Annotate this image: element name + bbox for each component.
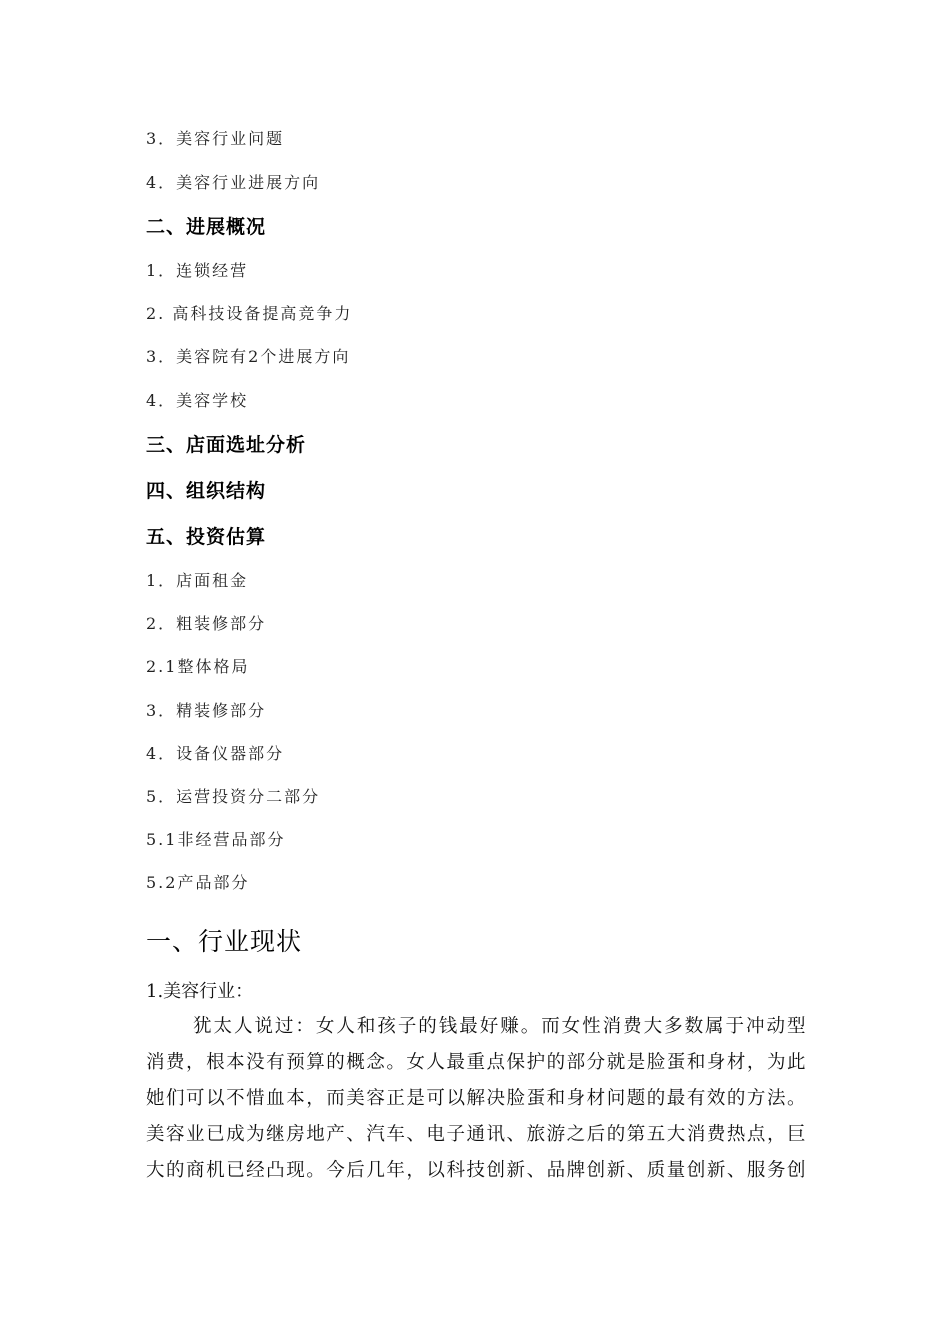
paragraph-line-2: 消费，根本没有预算的概念。女人最重点保护的部分就是脸蛋和身材，为此 bbox=[146, 1052, 806, 1073]
toc-heading-4: 四、组织结构 bbox=[146, 480, 267, 502]
toc-item-5-5: 5．运营投资分二部分 bbox=[146, 787, 321, 806]
toc-item-5-2-1: 2.1整体格局 bbox=[146, 657, 250, 676]
paragraph-line-4: 美容业已成为继房地产、汽车、电子通讯、旅游之后的第五大消费热点，巨 bbox=[146, 1124, 806, 1145]
toc-item-2-4: 4．美容学校 bbox=[146, 391, 249, 410]
toc-heading-2: 二、进展概况 bbox=[146, 216, 267, 238]
toc-item-2-2: 2. 高科技设备提高竞争力 bbox=[146, 304, 353, 323]
toc-item-5-1: 1．店面租金 bbox=[146, 571, 249, 590]
section-subtitle: 1.美容行业： bbox=[146, 981, 254, 1002]
toc-item-1-3: 3．美容行业问题 bbox=[146, 129, 285, 148]
toc-item-1-4: 4．美容行业进展方向 bbox=[146, 173, 321, 192]
toc-item-5-3: 3．精装修部分 bbox=[146, 701, 267, 720]
toc-heading-3: 三、店面选址分析 bbox=[146, 434, 307, 456]
section-title: 一、行业现状 bbox=[146, 927, 303, 956]
toc-item-2-3: 3．美容院有2个进展方向 bbox=[146, 347, 351, 366]
paragraph-line-1: 犹太人说过：女人和孩子的钱最好赚。而女性消费大多数属于冲动型 bbox=[193, 1016, 806, 1037]
toc-item-5-5-2: 5.2产品部分 bbox=[146, 873, 250, 892]
toc-item-5-5-1: 5.1非经营品部分 bbox=[146, 830, 286, 849]
toc-item-5-4: 4．设备仪器部分 bbox=[146, 744, 285, 763]
paragraph-line-5: 大的商机已经凸现。今后几年，以科技创新、品牌创新、质量创新、服务创 bbox=[146, 1160, 806, 1181]
toc-item-2-1: 1．连锁经营 bbox=[146, 261, 249, 280]
paragraph-line-3: 她们可以不惜血本，而美容正是可以解决脸蛋和身材问题的最有效的方法。 bbox=[146, 1088, 806, 1109]
toc-heading-5: 五、投资估算 bbox=[146, 526, 267, 548]
toc-item-5-2: 2．粗装修部分 bbox=[146, 614, 267, 633]
